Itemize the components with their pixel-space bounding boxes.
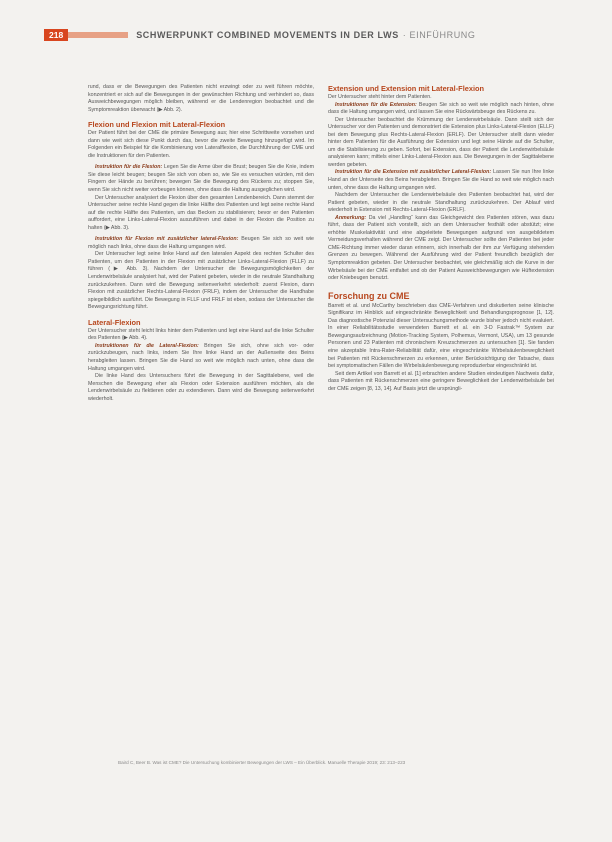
instruction-flexion-lateral — [88, 236, 314, 251]
extension-paragraph-0: Der Untersucher steht hinter dem Patienten. — [328, 94, 432, 100]
section-heading-extension: Extension und Extension mit Lateral-Flexion — [328, 84, 485, 93]
instruction-text: Beugen Sie sich so weit wie möglich nach links, ohne dass die Haltung umgangen wird. — [88, 236, 314, 250]
lateral-paragraph-2: Die linke Hand des Untersuchers führt die Bewegung in der Sagittalebene, weil die Menschen die Bewegung eher als Flexion oder Extension ausführen möchten, als die Lendenwirbelsäule zu flektieren oder zu extendieren. Dann wird die Bewegung seitenverkehrt wiederholt. — [88, 373, 314, 402]
instruction-label: Instruktion für Flexion mit zusätzlicher lateral-Flexion: — [95, 236, 239, 243]
instruction-label: Instruktionen für die Lateral-Flexion: — [95, 342, 199, 349]
instruction-label: Instruktionen für die Extension: — [335, 101, 417, 108]
note-label: Anmerkung: — [335, 214, 367, 221]
instruction-label: Instruktion für die Extension mit zusätzlicher Lateral-Flexion: — [335, 169, 492, 176]
extension-paragraph-2: Nachdem der Untersucher die Lendenwirbelsäule des Patienten beobachtet hat, wird der Patient gebeten, wieder in die neutrale Standhaltung zurückzukehren. Der Ablauf wird wiederholt in Extension mit Rechts-Lateral-Flexion (ERLF). — [328, 192, 554, 214]
note-paragraph — [328, 215, 554, 283]
header-accent-bar — [68, 32, 128, 38]
running-header — [44, 28, 554, 42]
instruction-text: Bringen Sie sich, ohne sich vor- oder zurückzubeugen, nach links, indem Sie Ihre linke Hand an der Außenseite des Beins herabgleiten lassen. Bringen Sie die Hand so weit wie möglich nach unten, ohne dass die Haltung umgangen wird. — [88, 342, 314, 372]
research-paragraph-1: Barrett et al. und McCarthy beschrieben das CME-Verfahren und diskutierten seine klinische Signifikanz im Hinblick auf eingeschränkte Beweglichkeit und Behandlungsprognose [1, 12]. Das diagnostische Potenzial dieser Untersuchungsmethode wurde bisher jedoch nicht evaluiert. In einer Reliabilitätsstudie verwendeten Barrett et al. ein 3-D Fastrak™ System zur Bewegungsaufzeichnung (Motion-Tracking System, Polhemus, Vermont, USA), um 13 gesunde Personen und 23 Patienten mit chronischem Kreuzschmerzen zu untersuchen [1]. Sie fanden eine akzeptable Intra-Rater-Reliabilität dafür, eine eingeschränkte Wirbelsäulenbeweglichkeit bei Patienten mit Rückenschmerzen zu erkennen, unter Berücksichtigung der Tatsache, dass bei symptomatischen Fällen die Wirbelsäulenbewegung reproduzierbar eingeschränkt ist. — [328, 302, 554, 370]
flexion-paragraph-1: Der Patient führt bei der CME die primäre Bewegung aus; hier eine Schrittweite vorsehen und dann wie weit sich diese Punkt durch das, bevor die zweite Bewegung hinzugefügt wird. Im Folgenden ein Beispiel für die Kombinierung von Lateralflexion, die Durchführung der CME und die Instruktionen für den Patienten. — [88, 130, 314, 159]
section-heading-research: Forschung zu CME — [328, 290, 410, 301]
flexion-paragraph-3: Der Untersucher legt seine linke Hand auf den lateralen Aspekt des rechten Schulter des Patienten, um den Patienten in der Flexion mit zusätzlicher Links-Lateral-Flexion (FLLF) zu führen (▶ Abb. 3). Nachdem der Untersucher die Bewegungsmöglichkeiten der Lendenwirbelsäule analysiert hat, wird der Patient gebeten, wieder in die neutrale Standhaltung zurückzukehren. Dann wird die Bewegung seitenverkehrt wiederholt: zuerst Flexion, dann Flexion mit zusätzlicher Rechts-Lateral-Flexion (FRLF), indem der Untersucher die Handhabe spiegelbildlich ausführt. Die Bewegung in FLLF und FRLF ist eben, sodass der Untersucher die Bewegungsrichtung führt. — [88, 251, 314, 311]
page-number: 218 — [44, 29, 68, 41]
instruction-extension — [328, 102, 554, 117]
citation-footer: Baird C, Beer B. Was ist CME? Die Untersuchung kombinierter Bewegungen der LWS – Ein Überblick. Manuelle Therapie 2019; 23: 213–223 — [118, 760, 406, 765]
note-text: Da viel „Handling“ kann das Gleichgewicht des Patienten stören, was dazu führt, dass der Patient sich vorstellt, sich an dem Untersucher festhält oder abstützt; eine erhöhte Muskelaktivität und eine abgeleitete Bewegungen aufgrund von ausgebildetem Vermeidungsverhalten während der CME zeigt. Der Untersucher sollte den Patienten bei jeder CME-Richtung immer wieder daran erinnern, sich innerhalb der ihm zur Verfügung stehenden Grenzen zu bewegen. Während der Ausführung wird der Patient freundlich bezüglich der Symptomreaktion gebeten. Der Untersucher beobachtet, wie gleichmäßig sich die Kurve in der Wirbelsäule bei der CME entfaltet und ob der Patient Ausweichbewegungen wie Hüftextension oder Kniebeugen benutzt. — [328, 214, 554, 282]
left-column — [88, 84, 314, 403]
flexion-paragraph-2: Der Untersucher analysiert die Flexion über den gesamten Lendenbereich. Dann stemmt der Untersucher seine rechte Hand gegen die linke Hälfte des Patienten und legt seine rechte Hand auf die rechte Hälfte des Patienten, um das Becken zu stabilisieren; bevor er den Patienten auffordert, eine Links-Lateral-Flexion auszuführen und dabei in der Flexion die Position zu halten (▶ Abb. 3). — [88, 194, 314, 231]
instruction-lateral-flexion — [88, 343, 314, 373]
extension-paragraph-1: Der Untersucher beobachtet die Krümmung der Lendenwirbelsäule. Dann stellt sich der Untersucher vor den Patienten und demonstriert die Extension plus Links-Lateral-Flexion (ELLF) bei dem Bewegung plus Rechts-Lateral-Flexion (ERLF). Der Untersucher stellt dann wieder hinter dem Patienten für die Ausführung der Extension und legt seine Hände auf die Schulter, um die Stabilisierung zu geben. Sofort, bei Extension, dass der Patient die Lendenwirbelsäule analysieren kann; mittels einer Links-Lateral-Flexion aus. Die Bewegungen in der Sagittalebene werden gebeten. — [328, 116, 554, 168]
instruction-text: Beugen Sie sich so weit wie möglich nach hinten, ohne dass die Haltung umgangen wird, und lassen Sie eine Rückwärtsbeuge des Rückens zu. — [328, 101, 554, 116]
research-paragraph-2: Seit dem Artikel von Barrett et al. [1] erbrachten andere Studien eindeutigen Nachweis dafür, dass Patienten mit Rückenschmerzen eine geringere Beweglichkeit der Lendenwirbelsäule bei der CME zeigen [8, 13, 14]. Auf Basis jetzt die ursprüngli- — [328, 370, 554, 392]
instruction-text: Legen Sie die Arme über die Brust; beugen Sie die Knie, indem Sie diese leicht beugen; beugen Sie sich von oben so, wie Sie es versuchen würden, mit den Fingern der Hände zu berühren; bewegen Sie die Bewegung des Rückens zu; stoppen Sie, wenn Sie sich nicht weiter vorbeugen können, ohne dass die Haltung ausgeglichen wird. — [88, 164, 314, 194]
instruction-flexion — [88, 164, 314, 194]
section-heading-lateral-flexion: Lateral-Flexion — [88, 317, 141, 327]
instruction-label: Instruktion für die Flexion: — [95, 164, 163, 171]
running-header-subtitle: · EINFÜHRUNG — [402, 30, 476, 40]
intro-paragraph: rund, dass er die Bewegungen des Patienten nicht erzwingt oder zu weit führen möchte, konzentriert er sich auf die Bewegungen in der gewünschten Richtung und verhindert so, dass Ausweichbewegungen möglich bleiben, während er die Lendenregion beobachtet und die Symptomreaktion überwacht (▶ Abb. 2). — [88, 84, 314, 113]
instruction-text: Lassen Sie nun Ihre linke Hand an der Unterseite des Beins herabgleiten. Bringen Sie die Hand so weit wie möglich nach unten, ohne dass die Haltung umgangen wird. — [328, 169, 554, 191]
running-header-title-text: SCHWERPUNKT COMBINED MOVEMENTS IN DER LWS — [136, 30, 399, 40]
right-column — [328, 84, 554, 393]
section-heading-flexion: Flexion und Flexion mit Lateral-Flexion — [88, 120, 226, 130]
lateral-paragraph-1: Der Untersucher steht leicht links hinter dem Patienten und legt eine Hand auf die linke Schulter des Patienten (▶ Abb. 4). — [88, 327, 314, 342]
running-header-title — [136, 30, 475, 40]
instruction-extension-lateral — [328, 169, 554, 192]
